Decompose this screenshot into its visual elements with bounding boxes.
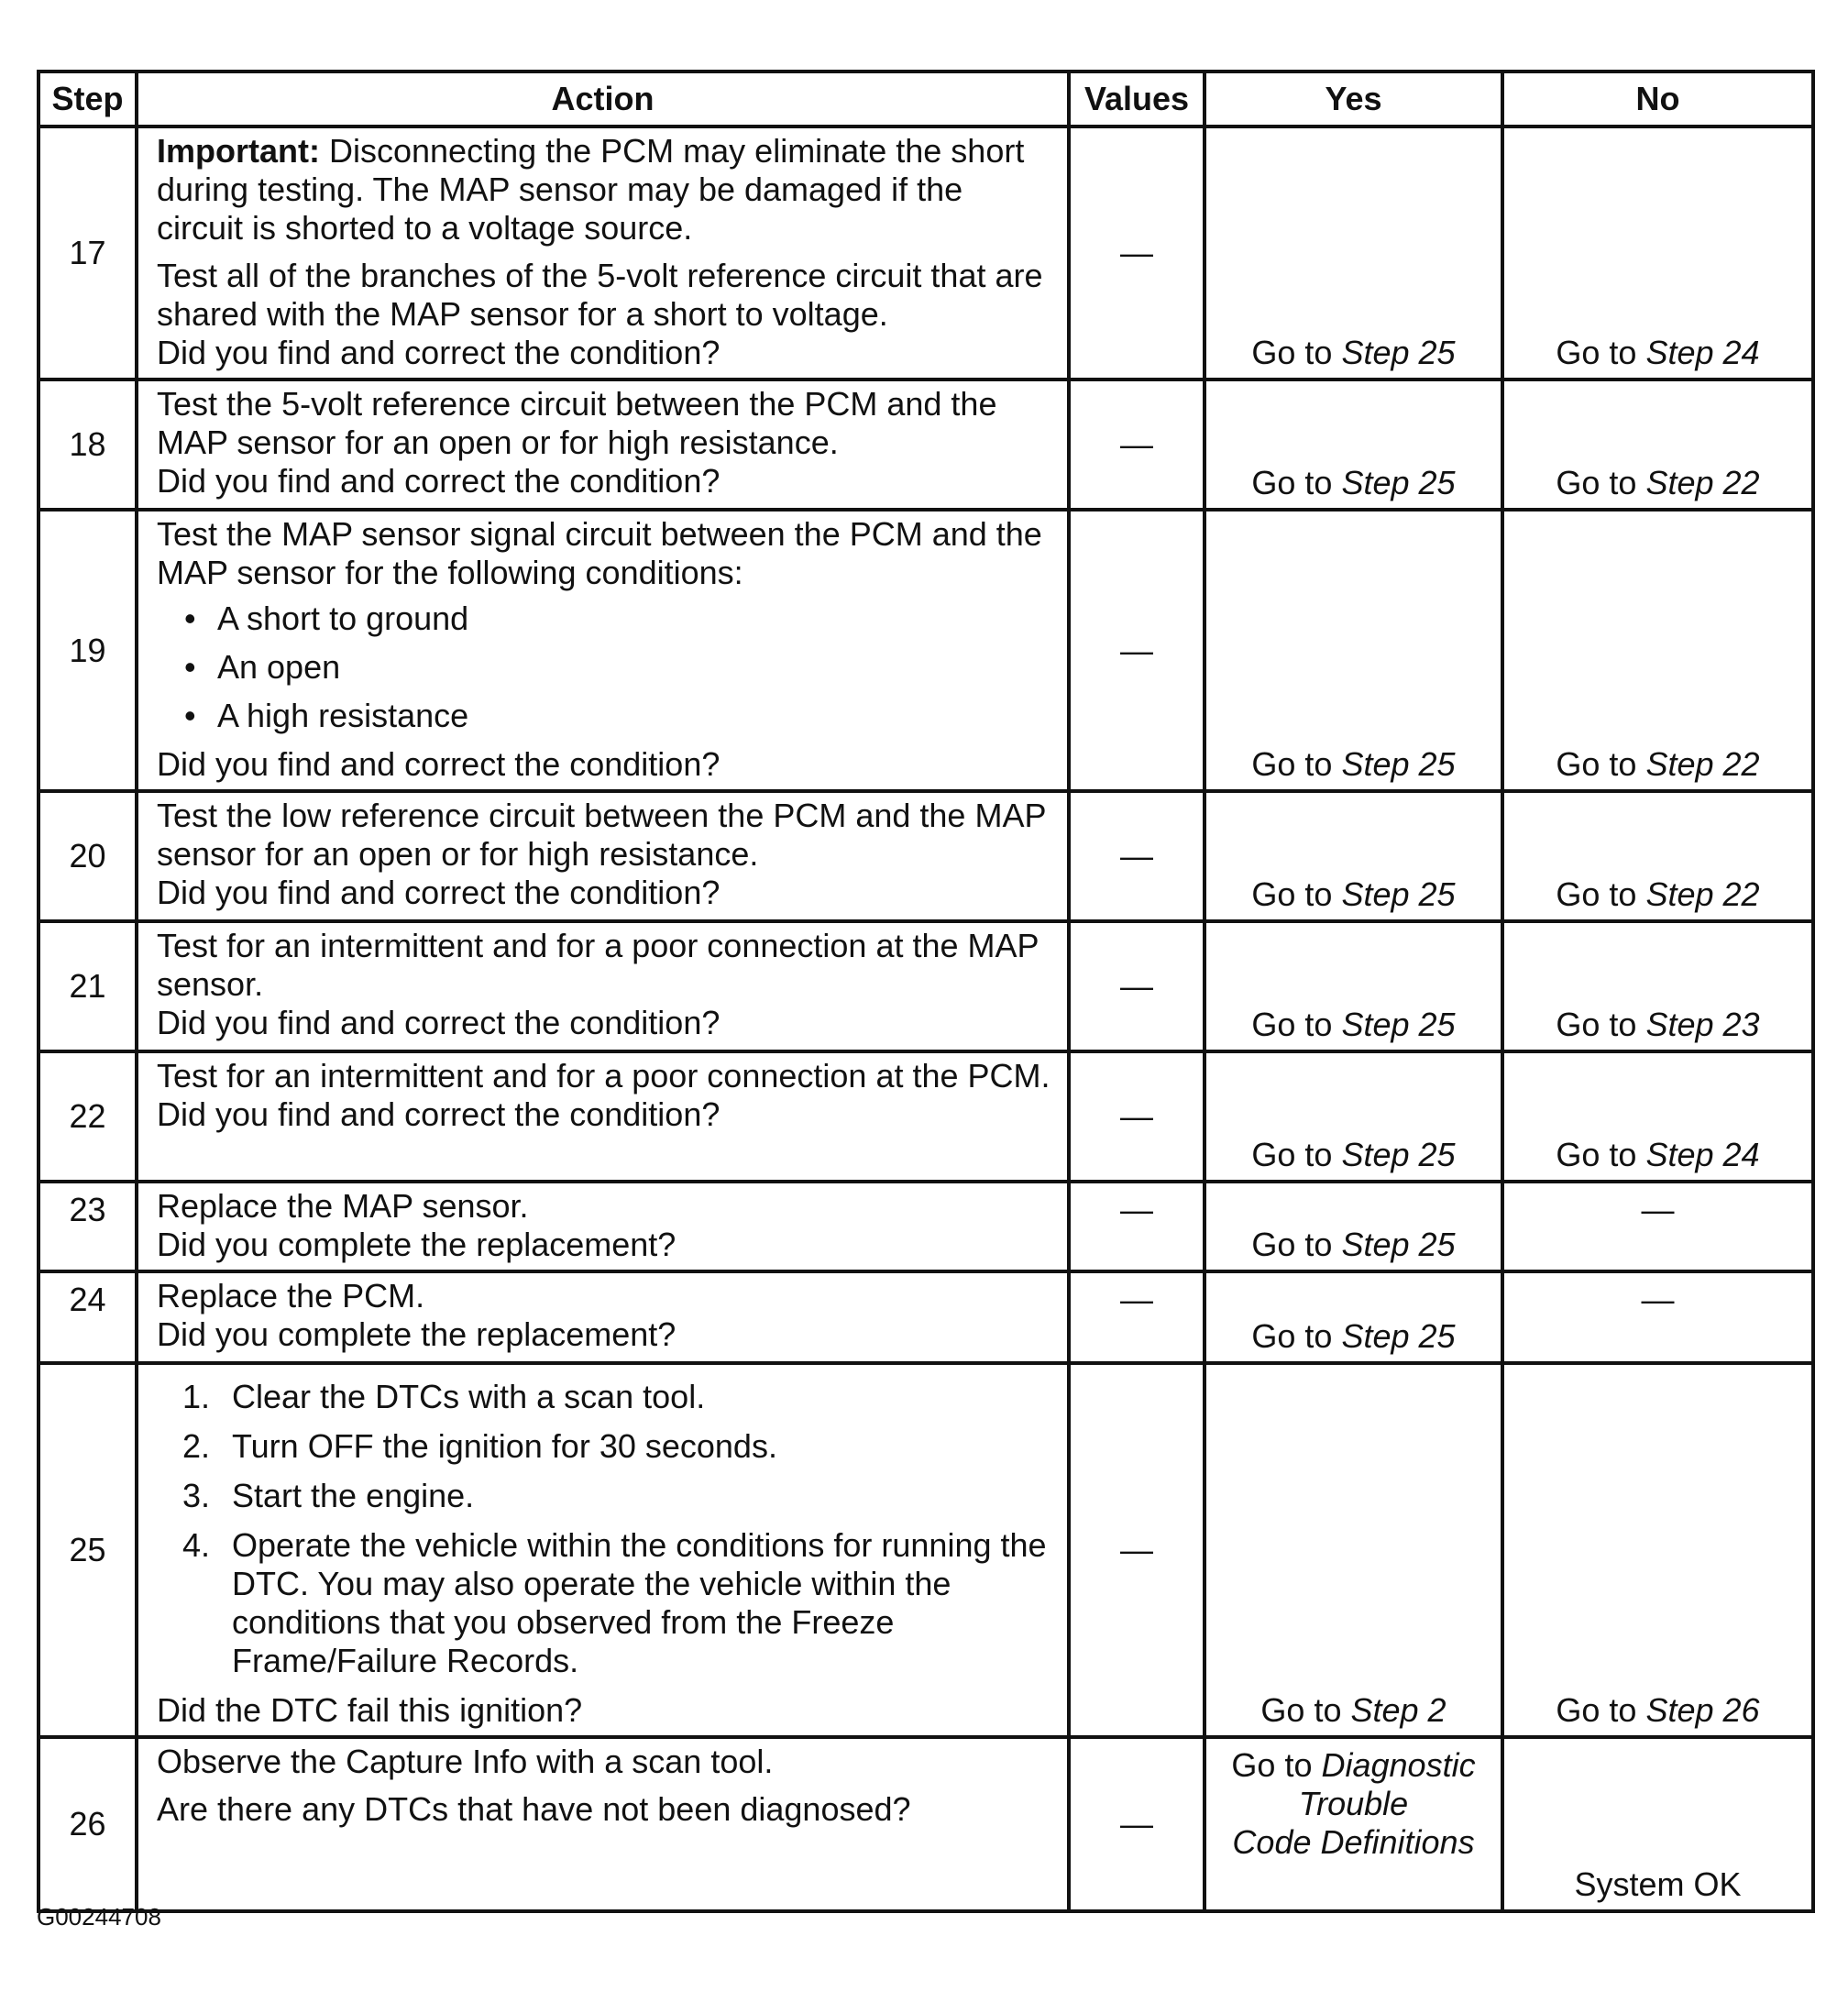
list-item <box>182 1427 1056 1466</box>
table-row <box>38 1363 1813 1737</box>
yes-dtc-link-part[interactable]: Diagnostic <box>1321 1746 1476 1784</box>
item-text: Start the engine. <box>232 1477 475 1514</box>
yes-prefix: Go to <box>1251 334 1342 371</box>
no-step-link[interactable]: Step 23 <box>1645 1006 1760 1043</box>
step-number: 18 <box>38 380 137 510</box>
yes-line-2 <box>1206 1785 1501 1823</box>
table-row <box>38 921 1813 1051</box>
yes-line-3 <box>1206 1823 1501 1862</box>
list-item: • A short to ground <box>184 600 1056 638</box>
yes-step-link[interactable]: Step 25 <box>1341 1136 1456 1173</box>
step-number: 22 <box>38 1051 137 1182</box>
action-text: Test the 5-volt reference circuit between the PCM and the MAP sensor for an open or for high resistance. <box>157 385 997 461</box>
no-step-link[interactable]: Step 22 <box>1645 464 1760 501</box>
table-row <box>38 1737 1813 1911</box>
condition-list <box>157 600 1056 735</box>
yes-step-link[interactable]: Step 25 <box>1341 464 1456 501</box>
action-text: Test for an intermittent and for a poor connection at the PCM. <box>157 1057 1050 1094</box>
action-question: Did the DTC fail this ignition? <box>157 1691 583 1729</box>
step-number: 20 <box>38 791 137 921</box>
table-row <box>38 380 1813 510</box>
header-action: Action <box>137 72 1069 126</box>
yes-prefix: Go to <box>1251 1317 1342 1355</box>
yes-line-1 <box>1206 1746 1501 1785</box>
values-cell: — <box>1069 510 1204 791</box>
no-cell <box>1502 791 1813 921</box>
item-number: 1. <box>182 1378 211 1415</box>
table-row <box>38 791 1813 921</box>
table-row <box>38 510 1813 791</box>
step-number: 24 <box>38 1271 137 1363</box>
important-text: Disconnecting the PCM may eliminate the short during testing. The MAP sensor may be damaged if the circuit is shorted to a voltage source. <box>157 132 1025 247</box>
header-no: No <box>1502 72 1813 126</box>
action-question: Did you find and correct the condition? <box>157 1004 720 1041</box>
no-cell <box>1502 1051 1813 1182</box>
header-values: Values <box>1069 72 1204 126</box>
action-cell <box>137 1271 1069 1363</box>
action-question: Did you find and correct the condition? <box>157 334 720 371</box>
action-question: Did you find and correct the condition? <box>157 1095 720 1133</box>
table-row <box>38 126 1813 380</box>
yes-cell <box>1204 126 1502 380</box>
step-number: 19 <box>38 510 137 791</box>
yes-cell <box>1204 1271 1502 1363</box>
action-text: Replace the MAP sensor. <box>157 1187 529 1225</box>
action-question: Did you find and correct the condition? <box>157 462 720 500</box>
action-question: Are there any DTCs that have not been diagnosed? <box>157 1790 911 1828</box>
yes-cell <box>1204 510 1502 791</box>
table-row <box>38 1051 1813 1182</box>
action-question: Did you find and correct the condition? <box>157 874 720 911</box>
action-text: Test for an intermittent and for a poor connection at the MAP sensor. <box>157 927 1039 1003</box>
yes-cell <box>1204 791 1502 921</box>
no-step-link[interactable]: Step 22 <box>1645 745 1760 783</box>
important-label: Important: <box>157 132 320 170</box>
no-prefix: Go to <box>1556 1006 1646 1043</box>
action-cell <box>137 791 1069 921</box>
no-cell <box>1502 1363 1813 1737</box>
item-number: 2. <box>182 1427 211 1465</box>
values-cell: — <box>1069 1182 1204 1271</box>
yes-cell <box>1204 1182 1502 1271</box>
no-cell: — <box>1502 1182 1813 1271</box>
values-cell: — <box>1069 1271 1204 1363</box>
yes-cell <box>1204 1737 1502 1911</box>
yes-prefix: Go to <box>1251 464 1342 501</box>
values-cell: — <box>1069 1737 1204 1911</box>
no-prefix: Go to <box>1556 464 1646 501</box>
no-prefix: Go to <box>1556 875 1646 913</box>
step-number: 26 <box>38 1737 137 1911</box>
no-prefix: Go to <box>1556 334 1646 371</box>
table-row <box>38 1271 1813 1363</box>
list-item: • A high resistance <box>184 697 1056 735</box>
no-cell <box>1502 380 1813 510</box>
action-cell <box>137 1182 1069 1271</box>
yes-prefix: Go to <box>1251 1006 1342 1043</box>
procedure-list <box>157 1378 1056 1680</box>
yes-dtc-link-part[interactable]: Trouble <box>1298 1785 1409 1822</box>
no-cell <box>1502 510 1813 791</box>
no-step-link[interactable]: Step 24 <box>1645 334 1760 371</box>
action-question: Did you find and correct the condition? <box>157 745 720 783</box>
item-text: Clear the DTCs with a scan tool. <box>232 1378 706 1415</box>
yes-prefix: Go to <box>1231 1746 1322 1784</box>
step-number: 25 <box>38 1363 137 1737</box>
action-question: Did you complete the replacement? <box>157 1315 676 1353</box>
yes-cell <box>1204 1051 1502 1182</box>
no-prefix: Go to <box>1556 1136 1646 1173</box>
yes-dtc-link-part[interactable]: Code Definitions <box>1232 1823 1475 1861</box>
important-note <box>157 132 1056 248</box>
yes-cell <box>1204 380 1502 510</box>
yes-prefix: Go to <box>1251 1136 1342 1173</box>
yes-step-link[interactable]: Step 25 <box>1341 1317 1456 1355</box>
header-row <box>38 72 1813 126</box>
yes-prefix: Go to <box>1260 1691 1351 1729</box>
step-number: 17 <box>38 126 137 380</box>
item-number: 3. <box>182 1477 211 1514</box>
action-cell <box>137 126 1069 380</box>
no-prefix: Go to <box>1556 1691 1646 1729</box>
yes-step-link[interactable]: Step 25 <box>1341 1226 1456 1263</box>
no-step-link[interactable]: Step 24 <box>1645 1136 1760 1173</box>
header-yes: Yes <box>1204 72 1502 126</box>
no-cell <box>1502 126 1813 380</box>
action-cell <box>137 1363 1069 1737</box>
yes-prefix: Go to <box>1251 875 1342 913</box>
step-number: 21 <box>38 921 137 1051</box>
yes-cell <box>1204 921 1502 1051</box>
no-prefix: Go to <box>1556 745 1646 783</box>
yes-step-link[interactable]: Step 25 <box>1341 334 1456 371</box>
header-step: Step <box>38 72 137 126</box>
action-text: Test all of the branches of the 5-volt reference circuit that are shared with the MAP sensor for a short to voltage. <box>157 257 1043 333</box>
step-number: 23 <box>38 1182 137 1271</box>
action-cell <box>137 380 1069 510</box>
list-item <box>182 1526 1056 1680</box>
yes-step-link[interactable]: Step 25 <box>1341 875 1456 913</box>
values-cell: — <box>1069 921 1204 1051</box>
diagnostic-steps-table <box>37 70 1815 1913</box>
item-text: Turn OFF the ignition for 30 seconds. <box>232 1427 777 1465</box>
yes-step-link[interactable]: Step 2 <box>1350 1691 1446 1729</box>
action-question: Did you complete the replacement? <box>157 1226 676 1263</box>
item-text: Operate the vehicle within the conditions for running the DTC. You may also operate the vehicle within the conditions that you observed from the Freeze Frame/Failure Records. <box>232 1526 1047 1679</box>
yes-prefix: Go to <box>1251 745 1342 783</box>
no-step-link[interactable]: Step 26 <box>1645 1691 1760 1729</box>
list-item <box>182 1477 1056 1515</box>
action-cell <box>137 1051 1069 1182</box>
figure-id: G00244708 <box>37 1903 161 1930</box>
values-cell: — <box>1069 1051 1204 1182</box>
no-cell: System OK <box>1502 1737 1813 1911</box>
yes-step-link[interactable]: Step 25 <box>1341 1006 1456 1043</box>
yes-prefix: Go to <box>1251 1226 1342 1263</box>
action-text: Test the low reference circuit between the PCM and the MAP sensor for an open or for high resistance. <box>157 797 1046 873</box>
yes-cell <box>1204 1363 1502 1737</box>
no-step-link[interactable]: Step 22 <box>1645 875 1760 913</box>
table-row <box>38 1182 1813 1271</box>
no-cell: — <box>1502 1271 1813 1363</box>
list-item: • An open <box>184 648 1056 687</box>
action-cell <box>137 510 1069 791</box>
action-text: Test the MAP sensor signal circuit between the PCM and the MAP sensor for the following conditions: <box>157 515 1042 591</box>
item-number: 4. <box>182 1526 211 1564</box>
values-cell: — <box>1069 1363 1204 1737</box>
values-cell: — <box>1069 380 1204 510</box>
action-cell <box>137 921 1069 1051</box>
values-cell: — <box>1069 791 1204 921</box>
no-cell <box>1502 921 1813 1051</box>
values-cell: — <box>1069 126 1204 380</box>
yes-step-link[interactable]: Step 25 <box>1341 745 1456 783</box>
list-item <box>182 1378 1056 1416</box>
action-text: Observe the Capture Info with a scan tool. <box>157 1743 774 1780</box>
action-text: Replace the PCM. <box>157 1277 425 1314</box>
action-cell <box>137 1737 1069 1911</box>
